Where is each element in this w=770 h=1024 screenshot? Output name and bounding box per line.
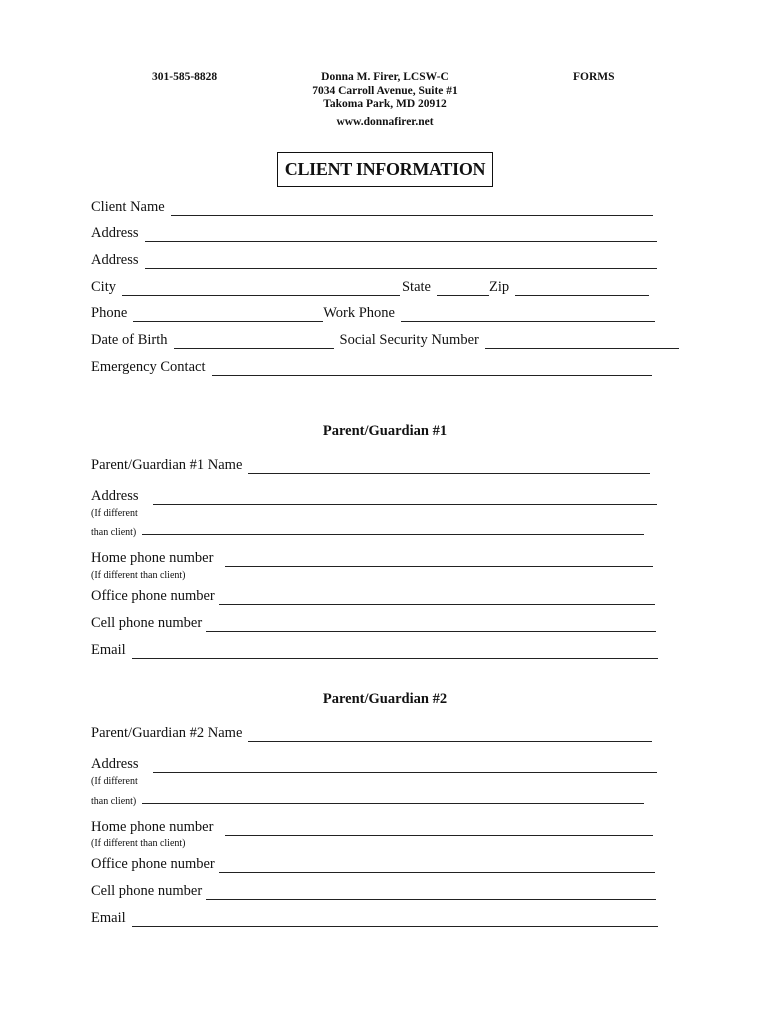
guardian2-cell-phone-label: Cell phone number — [91, 883, 203, 899]
client-phone-field[interactable] — [133, 307, 323, 322]
guardian1-cell-phone-field[interactable] — [206, 617, 656, 632]
guardian2-office-phone-field[interactable] — [219, 858, 655, 873]
guardian2-address2-field[interactable] — [142, 793, 644, 804]
client-address1-label: Address — [91, 225, 139, 241]
guardian2-than-client-row — [91, 793, 644, 807]
client-phone-row — [91, 305, 657, 322]
guardian1-email-field[interactable] — [132, 644, 658, 659]
guardian2-home-phone-row — [91, 819, 655, 836]
guardian1-if-different-note: (If different — [91, 508, 138, 519]
client-emergency-field[interactable] — [212, 361, 652, 376]
guardian1-name-row — [91, 457, 652, 474]
client-state-field[interactable] — [437, 281, 489, 296]
guardian1-than-client-row — [91, 524, 644, 538]
header-address-line1: 7034 Carroll Avenue, Suite #1 — [312, 84, 458, 97]
client-emergency-row — [91, 359, 654, 376]
client-city-label: City — [91, 279, 116, 295]
client-address1-field[interactable] — [145, 227, 657, 242]
guardian2-email-label: Email — [91, 910, 126, 926]
client-city-row — [91, 279, 651, 296]
guardian1-address-field[interactable] — [153, 490, 657, 505]
guardian2-address-field[interactable] — [153, 758, 657, 773]
header-website: www.donnafirer.net — [336, 116, 434, 128]
client-dob-label: Date of Birth — [91, 332, 168, 348]
client-name-field[interactable] — [171, 201, 653, 216]
header-address-line2: Takoma Park, MD 20912 — [323, 98, 447, 110]
guardian2-home-phone-label: Home phone number — [91, 819, 214, 835]
guardian2-address-label: Address — [91, 756, 139, 772]
guardian1-cell-phone-row — [91, 615, 658, 632]
client-ssn-label: Social Security Number — [339, 332, 479, 348]
guardian2-name-field[interactable] — [248, 727, 652, 742]
client-address1-row — [91, 225, 659, 242]
client-work-phone-field[interactable] — [401, 307, 655, 322]
guardian2-if-different-note: (If different — [91, 776, 138, 787]
client-dob-field[interactable] — [174, 334, 334, 349]
client-zip-label: Zip — [488, 279, 510, 295]
guardian2-name-label: Parent/Guardian #2 Name — [91, 725, 243, 741]
header-forms: FORMS — [573, 71, 615, 83]
guardian1-address-row — [91, 488, 659, 505]
client-address2-row — [91, 252, 659, 269]
guardian1-home-phone-row — [91, 550, 655, 567]
client-work-phone-label: Work Phone — [323, 305, 395, 321]
client-name-label: Client Name — [91, 199, 165, 215]
client-address2-field[interactable] — [145, 254, 657, 269]
guardian1-address-label: Address — [91, 488, 139, 504]
client-dob-row — [91, 332, 681, 349]
guardian1-email-row — [91, 642, 660, 659]
guardian2-heading: Parent/Guardian #2 — [322, 691, 448, 707]
guardian1-office-phone-field[interactable] — [219, 590, 655, 605]
guardian2-home-note: (If different than client) — [91, 838, 186, 849]
guardian1-name-field[interactable] — [248, 459, 650, 474]
client-emergency-label: Emergency Contact — [91, 359, 206, 375]
guardian1-address2-field[interactable] — [142, 524, 644, 535]
client-name-row — [91, 199, 655, 216]
guardian2-home-phone-field[interactable] — [225, 821, 653, 836]
guardian1-than-client-note: than client) — [91, 527, 137, 538]
header-practitioner-block — [285, 71, 485, 112]
form-title: CLIENT INFORMATION — [277, 152, 493, 187]
client-city-field[interactable] — [122, 281, 400, 296]
client-address2-label: Address — [91, 252, 139, 268]
guardian1-name-label: Parent/Guardian #1 Name — [91, 457, 243, 473]
guardian1-cell-phone-label: Cell phone number — [91, 615, 203, 631]
client-phone-label: Phone — [91, 305, 128, 321]
header-name: Donna M. Firer, LCSW-C — [321, 71, 449, 83]
guardian1-office-phone-label: Office phone number — [91, 588, 215, 604]
header-phone: 301-585-8828 — [152, 71, 218, 83]
guardian2-email-row — [91, 910, 660, 927]
guardian1-email-label: Email — [91, 642, 126, 658]
client-state-label: State — [401, 279, 431, 295]
guardian1-home-phone-field[interactable] — [225, 552, 653, 567]
guardian2-office-phone-row — [91, 856, 657, 873]
guardian2-cell-phone-row — [91, 883, 658, 900]
guardian2-cell-phone-field[interactable] — [206, 885, 656, 900]
guardian2-office-phone-label: Office phone number — [91, 856, 215, 872]
guardian1-office-phone-row — [91, 588, 657, 605]
guardian2-name-row — [91, 725, 654, 742]
guardian2-email-field[interactable] — [132, 912, 658, 927]
client-ssn-field[interactable] — [485, 334, 679, 349]
guardian1-heading: Parent/Guardian #1 — [322, 423, 448, 439]
guardian1-home-note: (If different than client) — [91, 570, 186, 581]
guardian2-address-row — [91, 756, 659, 773]
guardian1-home-phone-label: Home phone number — [91, 550, 214, 566]
client-zip-field[interactable] — [515, 281, 649, 296]
guardian2-than-client-note: than client) — [91, 796, 137, 807]
